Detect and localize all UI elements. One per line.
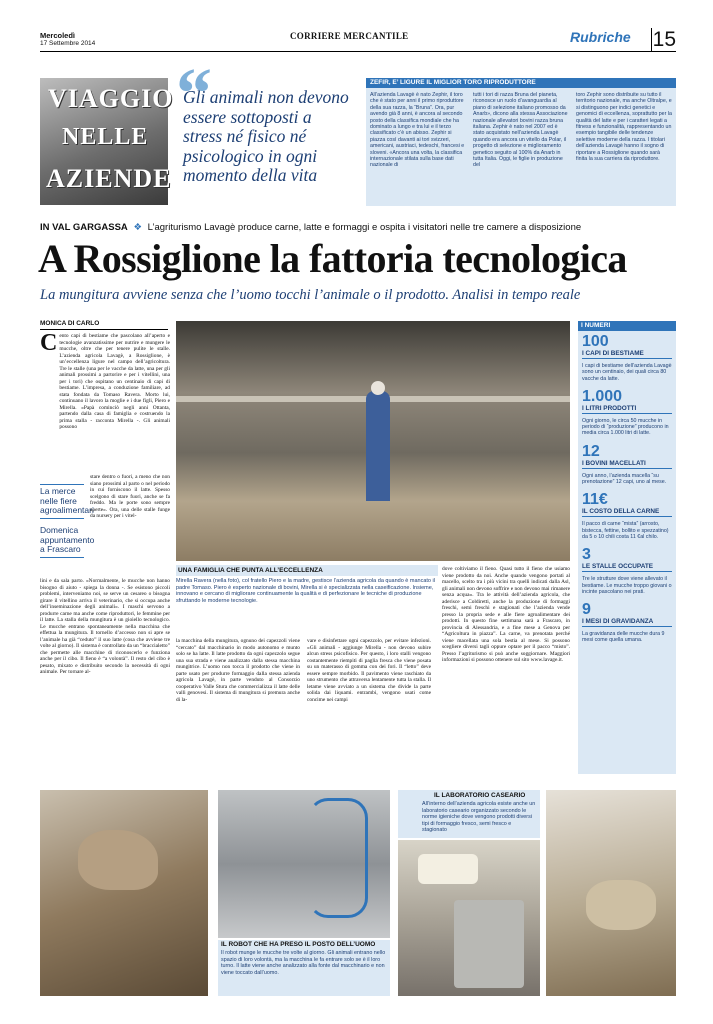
sidebar-zefir	[366, 78, 676, 206]
person-head	[371, 381, 385, 395]
cow-photo-left	[40, 790, 208, 996]
number-stat-value: 9	[582, 601, 591, 619]
number-stat-value: 11€	[582, 491, 608, 509]
number-stat-value: 100	[582, 333, 609, 350]
series-line3: AZIENDE	[46, 164, 172, 193]
number-stat-desc: Il pacco di carne “mista” (arrosto, bistecca, fettine, bollito e spezzatino) da 5 o 10 chili costa 11 €al chilo.	[582, 521, 669, 540]
article-col2: la macchina della mungitura, ognuno dei capezzoli viene “cercato” dal macchinario in modo autonomo e munto solo se ha latte. Il latte prodotto da ogni capezzolo segue una sua strada e viene analizzato dalla stessa macchina mungitrice. L’uomo non tocca il prodotto che viene in parte usato per produrre formaggio dalla stessa azienda agricola Lavagè, in parte venduto al Consorzio cooperativo Valle Stura che commercializza il latte delle valli genovesi. Il sistema di mungitura si premura anche di la-	[176, 638, 300, 703]
byline-rule	[40, 329, 168, 330]
number-stat	[582, 546, 672, 595]
robot-photo	[218, 790, 390, 938]
sidebar-heading: ZEFIR, E’ LIGURE IL MIGLIOR TORO RIPRODUTTORE	[366, 78, 676, 88]
article-col1-bottom: lini e da sala parto. «Normalmente, le mucche non hanno bisogno di aiuto - spiega la donna -. Se esistono piccoli problemi, interveniamo noi, se serve un cesareo o bisogna girare il vitellino arriva il veterinario, che si occupa anche dell’inseminazione degli animali». I maschi servono a produrre carne ma anche come riproduttori, le femmine per il latte. La stalla della mungitura è un gioiello tecnologico. Le mucche entrano spontaneamente nella macchina che effettua la mungitura. Il tornello d’accesso non si apre se l’animale ha già “ceduto” il suo latte (cosa che avviene tre volte al giorno). Il sistema è controllato da un “braccialetto” che permette alle macchine di riconoscerlo e funziona anche per il cibo. Il fieno è “a volontà”. Il resto del cibo è pesato, mixato e distribuito secondo la necessità di ogni animale. Per tornare al-	[40, 578, 170, 675]
robot-cables	[308, 798, 368, 918]
header-date: 17 Settembre 2014	[40, 40, 96, 47]
sidebar-col3: toro Zephir sono distribuite su tutto il territorio nazionale, ma anche Oltralpe, e si distinguono per indici genetici e genomici di eccellenza, soprattutto per la qualità del latte e per i caratteri legati a fitness e funzionalità, rappresentando un esempio tangibile delle tendenze selettive moderne della razza. I titolari dell’azienda Lavagè hanno il sogno di riportare a Rossiglione quando sarà finita la sua carriera da riproduttore.	[576, 92, 672, 163]
header-rule	[40, 51, 676, 52]
article-col4: dove coltiviamo il fieno. Quasi tutto il fieno che usiamo viene prodotto da noi. Anche quando vengono portati al macello, scelto tra i più vicini tra quelli indicati dalla Asl, gli animali non devono soffrire e non devono mai rimanere senza acqua». Tra le attività dell’azienda agricola, che aderisce a Coldiretti, anche la produzione di formaggi freschi, semi freschi e stagionati che l’azienda vende presso la propria sede e alle fiere agroalimentare dei prodotti. In questo fine settimana sarà a Frascaro, in provincia di Alessandria, e a fine mese a Genova per “Agricoltura in piazza”. La carne, va prenotata perché viene macellata una sola bestia al mese. Si possono scegliere diversi tagli oppure optare per il pacco “misto”. Presso l’agriturismo si può anche soggiornare. Maggiori informazioni si possono ottenere sul sito www.lavage.it.	[442, 566, 570, 663]
robot-caption-heading: IL ROBOT CHE HA PRESO IL POSTO DELL’UOMO	[221, 941, 376, 948]
number-stat-desc: Tre le strutture dove viene allevato il bestiame. Le mucche troppo giovani o incinte pascolano nei prati.	[582, 576, 672, 595]
series-line1: VIAGGIO	[48, 84, 174, 113]
number-stat	[582, 388, 672, 437]
masthead: CORRIERE MERCANTILE	[290, 31, 409, 41]
side-quote-2	[40, 524, 95, 558]
number-stat	[582, 333, 672, 382]
sidebar-col1: All’azienda Lavagè è nato Zephir, il toro che è stato per anni il primo riproduttore della sua razza, la “Bruna”. Ora, pur avendo già 8 anni, è ancora al secondo posto della classifica mondiale che ha dominato a lungo e tra lui e il terzo classificato c’è un abisso. Zephir si piazza così davanti ai tori svizzeri, americani, austriaci, tedeschi, francesi e sloveni. «Ancora una volta, la classifica internazionale stilata sulla base dati nazionale di	[370, 92, 465, 169]
lab-photo	[398, 840, 540, 996]
article-col1-top	[40, 330, 170, 472]
numbers-list	[578, 331, 676, 644]
number-stat-desc: Ogni anno, l’azienda macella “su prenotazione” 12 capi, uno al mese.	[582, 472, 667, 486]
number-stat-value: 3	[582, 546, 591, 564]
calves-photo	[546, 790, 676, 996]
main-caption-text: Mirella Ravera (nella foto), col fratello Piero e la madre, gestisce l’azienda agricola da quando è mancato il padre Tomaso. Piero è esperto nazionale di bovini, Mirella si è specializzata nella caseificazione. Insieme, innovano e cercano di migliorare continuamente la qualità e di perfezionare le tecniche di produzione sfruttando le moderne tecnologie.	[176, 578, 435, 605]
number-stat	[582, 601, 672, 644]
side-quote-2-text: Domenica appuntamento a Frascaro	[40, 524, 84, 558]
quote-mark: “	[176, 53, 212, 133]
kicker-place: IN VAL GARGASSA	[40, 222, 128, 233]
series-logo	[40, 78, 174, 205]
number-stat-label: I LITRI PRODOTTI	[582, 405, 672, 414]
numbers-box	[578, 321, 676, 774]
number-stat-desc: I capi di bestiame dell’azienda Lavagè sono un centinaio, dei quali circa 80 vacche da latte.	[582, 363, 672, 382]
robot-caption-box	[218, 940, 390, 996]
number-stat-desc: La gravidanza delle mucche dura 9 mesi come quella umana.	[582, 631, 665, 644]
number-stat	[582, 491, 672, 540]
robot-caption-text: Il robot munge le mucche tre volte al giorno. Gli animali entrano nello spazio di loro volontà, ma la macchina le fa entrare solo se è il loro turno. Il latte viene anche analizzato alla fonte dal macchinario e non viene toccato dall’uomo.	[221, 950, 386, 976]
number-stat-label: I CAPI DI BESTIAME	[582, 350, 672, 359]
main-caption-heading-box	[176, 565, 438, 576]
number-stat-value: 12	[582, 442, 600, 460]
number-stat-label: IL COSTO DELLA CARNE	[582, 508, 672, 517]
side-quote-1-text: La merce nelle fiere agroalimentari	[40, 484, 84, 519]
number-stat-label: LE STALLE OCCUPATE	[582, 563, 672, 572]
person-figure	[366, 391, 390, 501]
drop-cap: C	[40, 330, 58, 356]
numbers-heading: I NUMERI	[578, 321, 676, 331]
main-photo	[176, 321, 570, 561]
number-stat-desc: Ogni giorno, le circa 50 mucche in periodo di “produzione” producono in media circa 1.000 litri di latte.	[582, 417, 669, 437]
number-stat	[582, 443, 672, 486]
lab-caption-heading: IL LABORATORIO CASEARIO	[434, 792, 526, 799]
kicker	[40, 222, 676, 233]
page-number: 15	[652, 28, 676, 51]
byline: MONICA DI CARLO	[40, 320, 100, 327]
main-caption-heading: UNA FAMIGLIA CHE PUNTA ALL’ECCELLENZA	[178, 567, 323, 574]
lab-caption-text: All’interno dell’azienda agricola esiste anche un laboratorio caseario organizzato secondo le norme igieniche dove vengono prodotti diversi tipi di formaggio fresco, semi fresco e stagionato	[422, 801, 536, 833]
number-stat-label: I MESI DI GRAVIDANZA	[582, 618, 672, 627]
sidebar-col2: tutti i tori di razza Bruna del pianeta, riconosce un ruolo d’avanguardia al piano di selezione italiano promosso da Anarb», dicono alla stessa Associazione nazionale allevatori bovini razza bruna italiana. Zephir è nato nel 2007 ed è stato acquistato nell’azienda Lavagè quando era ancora un vitello da Polar, il progetto di selezione e miglioramento genetico seguito al 100% da Anarb in tutta Italia. Oggi, le figlie in produzione del	[473, 92, 568, 169]
cheese-forms	[418, 854, 478, 884]
side-quote-1	[40, 484, 94, 519]
section-label: Rubriche	[570, 29, 631, 45]
series-line2: NELLE	[62, 124, 149, 150]
cow-head	[78, 830, 158, 890]
article-col1-top-text: ento capi di bestiame che pascolano all’aperto e tecnologie avanzatissime per nutrire e mungere le mucche, oltre che per tenere pulite le stalle. L’azienda agricola Lavagè, a Rossiglione, è un’eccellenza ligure nel campo dell’agricoltura. Tre le stalle (una per le vacche da latte, una per gli animali prossimi a partorire e per i vitellini, una per i tori) che ospitano un centinaio di capi di bestiame. L’impresa, a conduzione familiare, ad stata fondata da Tomaso Ravera. Morto lui, continuano il lavoro la moglie e i due figli, Piero e Mirella. «Papà cominciò negli anni Ottanta, partendo dalla casa di famiglia e costruendo la prima stalla - racconta Mirella -. Gli animali possono	[59, 333, 170, 430]
header-day: Mercoledì	[40, 31, 76, 40]
calf-figure	[586, 880, 656, 930]
article-col3: vare e disinfettare ogni capezzolo, per evitare infezioni. «Gli animali - aggiunge Mirella - non devono subire alcun stress psicofisico. Per questo, i loro stalli vengono costantemente riempiti di paglia fresca che viene posata su un materasso di gomma con dei fori. Il “letto” deve essere sempre morbido. Il pavimento viene raschiato da uno strumento che attraversa lentamente tutta la stalla. Il letame viene avviato a un sistema che divide la parte solida dai liquami. entrambi, vengono usati come concime nei campi	[307, 638, 431, 703]
steel-pot	[454, 900, 524, 988]
headline: A Rossiglione la fattoria tecnologica	[38, 236, 627, 281]
article-col1-narrow: stare dentro o fuori, a meno che non siano prossimi al parto o nel periodo in cui forniscono il latte. Spesso scelgono di stare fuori, anche se fa freddo. Ma le porte sono sempre aperte». Ora, una delle stalle funge da nursery per i vitel-	[90, 474, 170, 519]
subheadline: La mungitura avviene senza che l’uomo tocchi l’animale o il prodotto. Analisi in tempo reale	[40, 287, 581, 303]
number-stat-value: 1.000	[582, 387, 623, 405]
number-stat-label: I BOVINI MACELLATI	[582, 460, 672, 469]
lab-caption-box	[398, 790, 540, 838]
kicker-text: L’agriturismo Lavagè produce carne, latte e formaggi e ospita i visitatori nelle tre camere a disposizione	[147, 222, 582, 233]
pull-quote-text: Gli animali non devono essere sottoposti a stress né fisico né psicologico in ogni momento della vita	[183, 87, 349, 185]
kicker-symbol: ❖	[133, 222, 142, 233]
